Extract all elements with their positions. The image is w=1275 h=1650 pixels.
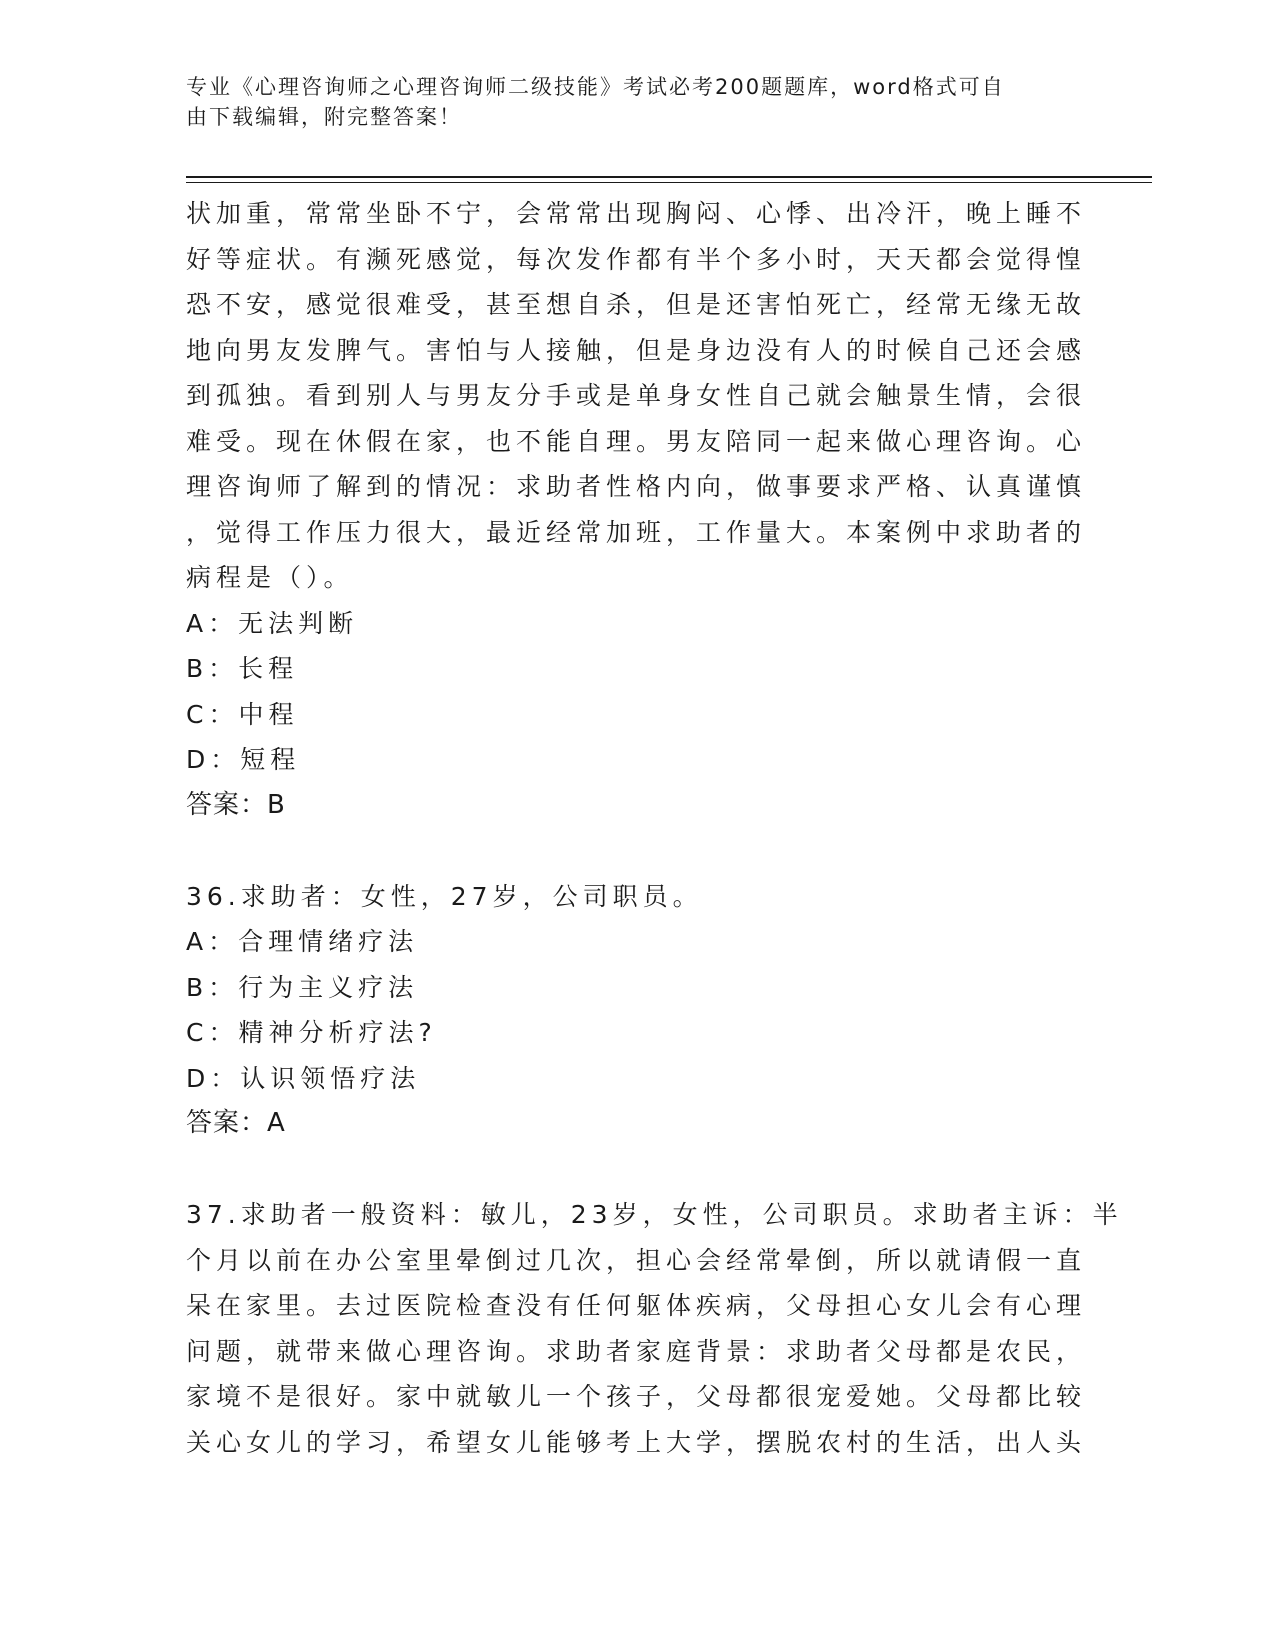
question-text-line: 恐不安，感觉很难受，甚至想自杀，但是还害怕死亡，经常无缘无故 [186, 290, 1087, 319]
question-text-line: 36.求助者：女性，27岁，公司职员。 [186, 881, 703, 911]
option-d: D：认识领悟疗法 [186, 1063, 421, 1093]
option-b: B：长程 [186, 654, 299, 683]
answer-text: 答案：A [186, 1108, 286, 1138]
option-c: C：中程 [186, 699, 299, 729]
question-text-line: 家境不是很好。家中就敏儿一个孩子，父母都很宠爱她。父母都比较 [186, 1382, 1087, 1411]
option-b: B：行为主义疗法 [186, 972, 419, 1002]
option-d: D：短程 [186, 745, 301, 774]
option-a: A：合理情绪疗法 [186, 927, 419, 956]
question-text-line: 理咨询师了解到的情况：求助者性格内向，做事要求严格、认真谨慎 [186, 472, 1087, 501]
answer-text: 答案：B [186, 789, 286, 820]
question-text-line: 关心女儿的学习，希望女儿能够考上大学，摆脱农村的生活，出人头 [186, 1427, 1087, 1457]
header-line-2: 由下载编辑，附完整答案！ [186, 105, 462, 129]
header-divider-thin [186, 182, 1152, 183]
question-36 [186, 874, 1086, 1147]
header-line-1: 专业《心理咨询师之心理咨询师二级技能》考试必考200题题库，word格式可自 [186, 75, 1005, 99]
document-body [186, 191, 1123, 1465]
question-text-line: 状加重，常常坐卧不宁，会常常出现胸闷、心悸、出冷汗，晚上睡不 [186, 199, 1087, 228]
document-header [186, 72, 1086, 132]
question-spacer [186, 828, 1086, 874]
question-text-line: 37.求助者一般资料：敏儿，23岁，女性，公司职员。求助者主诉：半 [186, 1200, 1123, 1229]
question-text-line: 呆在家里。去过医院检查没有任何躯体疾病，父母担心女儿会有心理 [186, 1291, 1087, 1320]
question-text-line: ，觉得工作压力很大，最近经常加班，工作量大。本案例中求助者的 [186, 517, 1087, 547]
question-37 [186, 1192, 1123, 1465]
question-text-line: 好等症状。有濒死感觉，每次发作都有半个多小时，天天都会觉得惶 [186, 244, 1087, 274]
question-text-line: 难受。现在休假在家，也不能自理。男友陪同一起来做心理咨询。心 [186, 426, 1087, 456]
question-text-line: 病程是（）。 [186, 563, 354, 592]
question-text-line: 个月以前在办公室里晕倒过几次，担心会经常晕倒，所以就请假一直 [186, 1245, 1087, 1275]
question-text-line: 问题，就带来做心理咨询。求助者家庭背景：求助者父母都是农民， [186, 1336, 1087, 1366]
option-a: A：无法判断 [186, 608, 359, 638]
header-divider-thick [186, 176, 1152, 178]
question-text-line: 地向男友发脾气。害怕与人接触，但是身边没有人的时候自己还会感 [186, 335, 1087, 365]
question-text-line: 到孤独。看到别人与男友分手或是单身女性自己就会触景生情，会很 [186, 381, 1087, 410]
option-c: C：精神分析疗法? [186, 1018, 437, 1047]
question-35 [186, 191, 1086, 828]
question-spacer [186, 1147, 1086, 1193]
